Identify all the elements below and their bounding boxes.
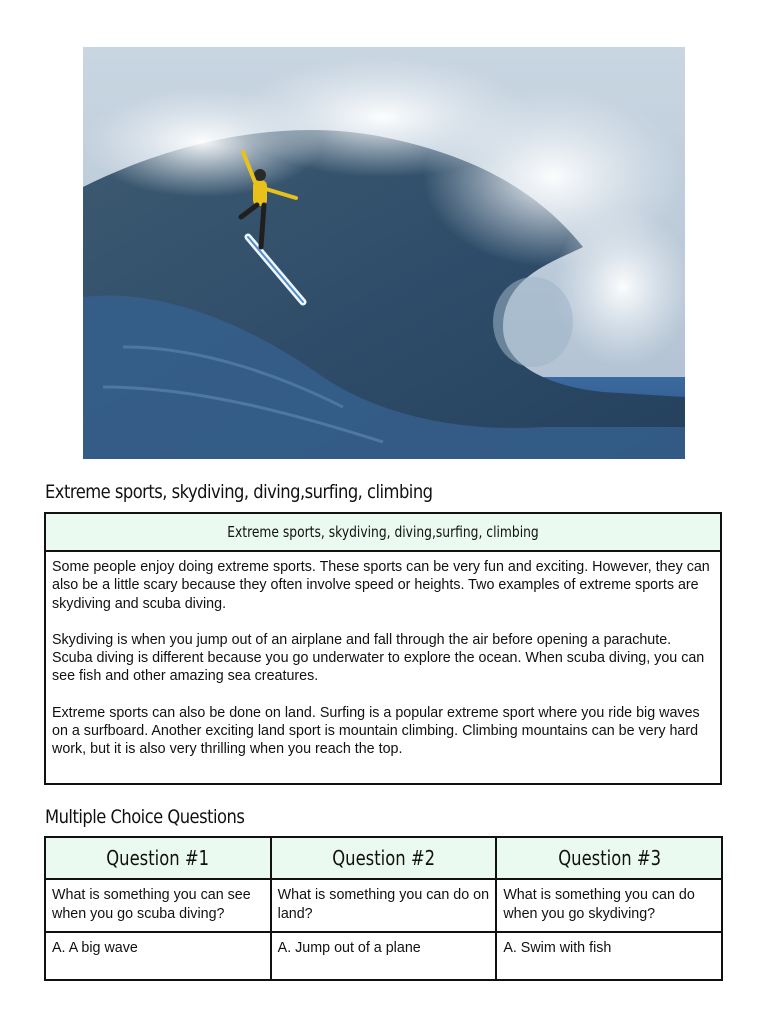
question-2-answer-a: A. Jump out of a plane [271, 932, 497, 980]
passage-body [46, 552, 720, 759]
passage-header [46, 514, 720, 552]
column-header-question-1: Question #1 [45, 837, 271, 879]
reading-passage-box [44, 512, 722, 785]
section-title-multiple-choice: Multiple Choice Questions [45, 806, 245, 828]
passage-header-text: Extreme sports, skydiving, diving,surfing, climbing [227, 523, 539, 541]
question-row [45, 879, 722, 932]
question-1-answer-a: A. A big wave [45, 932, 271, 980]
column-header-question-3: Question #3 [496, 837, 722, 879]
section-title-extreme-sports: Extreme sports, skydiving, diving,surfing, climbing [45, 481, 433, 503]
passage-paragraph: Extreme sports can also be done on land. Surfing is a popular extreme sport where you ride big waves on a surfboard. Another exciting land sport is mountain climbing. Climbing mountains can be very hard work, but it is also very thrilling when you reach the top. [52, 704, 700, 758]
question-1-text: What is something you can see when you go scuba diving? [45, 879, 271, 932]
question-3-text: What is something you can do when you go skydiving? [496, 879, 722, 932]
multiple-choice-table [44, 836, 723, 981]
passage-paragraph: Some people enjoy doing extreme sports. These sports can be very fun and exciting. However, they can also be a little scary because they often involve speed or heights. Two examples of extreme sports are skydiving and scuba diving. [52, 559, 710, 612]
passage-paragraph: Skydiving is when you jump out of an airplane and fall through the air before opening a parachute. Scuba diving is different because you go underwater to explore the ocean. When scuba diving, you can see fish and other amazing sea creatures. [52, 631, 705, 685]
question-2-text: What is something you can do on land? [271, 879, 497, 932]
answer-row [45, 932, 722, 980]
question-header-row [45, 837, 722, 879]
wave-photo-icon [83, 47, 685, 459]
column-header-question-2: Question #2 [271, 837, 497, 879]
question-3-answer-a: A. Swim with fish [496, 932, 722, 980]
hero-image [83, 47, 685, 459]
